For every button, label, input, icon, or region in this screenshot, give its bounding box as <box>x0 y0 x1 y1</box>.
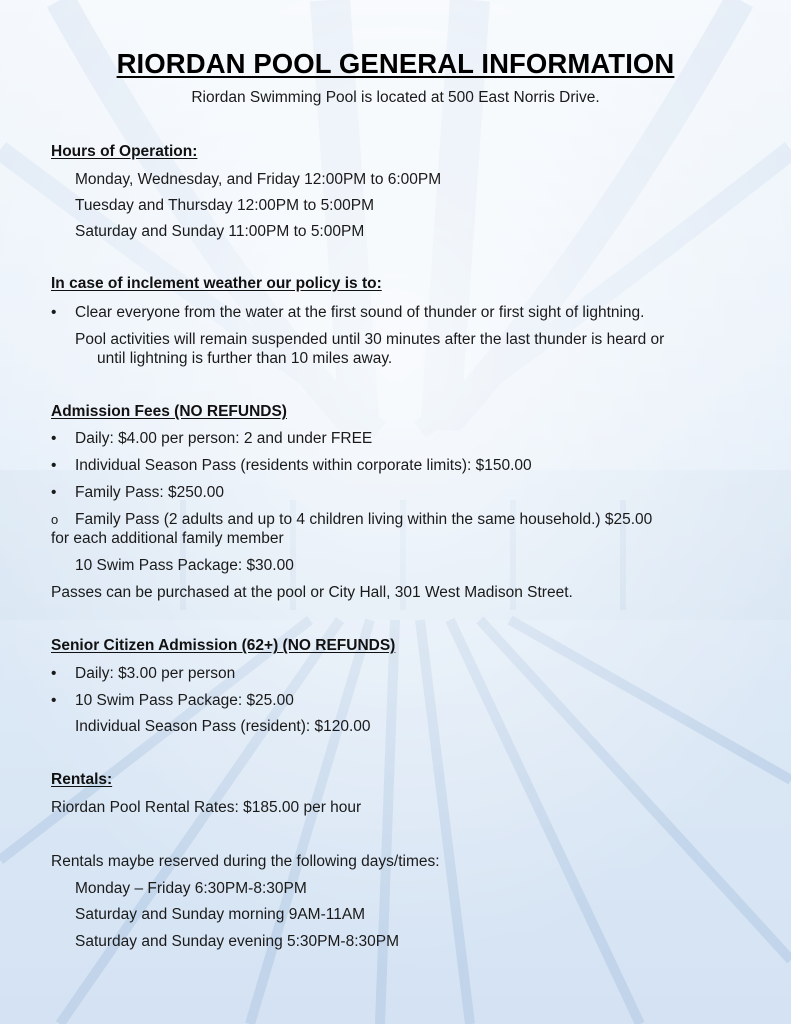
rental-rate: Riordan Pool Rental Rates: $185.00 per hour <box>51 799 362 816</box>
weather-policy-heading: In case of inclement weather our policy is to: <box>51 275 382 292</box>
rentals-heading: Rentals: <box>51 771 113 788</box>
page-title: RIORDAN POOL GENERAL INFORMATION <box>116 48 675 79</box>
sub-bullet-marker: o <box>51 512 59 527</box>
hours-line: Saturday and Sunday 11:00PM to 5:00PM <box>75 223 365 240</box>
weather-policy-item: Clear everyone from the water at the first sound of thunder or first sight of lightning. <box>75 304 645 321</box>
hours-line: Monday, Wednesday, and Friday 12:00PM to 6:00PM <box>75 171 442 188</box>
admission-fees-heading: Admission Fees (NO REFUNDS) <box>51 403 287 420</box>
admission-fee-item: Individual Season Pass (residents within corporate limits): $150.00 <box>75 457 532 474</box>
rental-intro: Rentals maybe reserved during the following days/times: <box>51 853 440 870</box>
hours-line: Tuesday and Thursday 12:00PM to 5:00PM <box>75 197 374 214</box>
rental-time: Monday – Friday 6:30PM-8:30PM <box>75 880 307 897</box>
senior-fee-item: Daily: $3.00 per person <box>75 665 236 682</box>
admission-fee-item: Family Pass: $250.00 <box>75 484 225 501</box>
pool-location: Riordan Swimming Pool is located at 500 East Norris Drive. <box>191 89 600 106</box>
rental-time: Saturday and Sunday evening 5:30PM-8:30PM <box>75 933 399 950</box>
admission-fee-item: Daily: $4.00 per person: 2 and under FREE <box>75 430 373 447</box>
bullet-marker: • <box>51 692 57 709</box>
admission-fee-item: 10 Swim Pass Package: $30.00 <box>75 557 294 574</box>
bullet-marker: • <box>51 484 57 501</box>
admission-fee-item-continued: for each additional family member <box>51 530 284 547</box>
bullet-marker: • <box>51 665 57 682</box>
senior-admission-heading: Senior Citizen Admission (62+) (NO REFUNDS) <box>51 637 396 654</box>
bullet-marker: • <box>51 457 57 474</box>
bullet-marker: • <box>51 304 57 321</box>
admission-fee-item: Family Pass (2 adults and up to 4 children living within the same household.) $25.00 <box>75 511 653 528</box>
rental-time: Saturday and Sunday morning 9AM-11AM <box>75 906 366 923</box>
weather-policy-item-continued: until lightning is further than 10 miles away. <box>97 350 393 367</box>
senior-fee-item: 10 Swim Pass Package: $25.00 <box>75 692 294 709</box>
purchase-note: Passes can be purchased at the pool or City Hall, 301 West Madison Street. <box>51 584 573 601</box>
hours-heading: Hours of Operation: <box>51 143 198 160</box>
senior-fee-item: Individual Season Pass (resident): $120.00 <box>75 718 371 735</box>
bullet-marker: • <box>51 430 57 447</box>
weather-policy-item: Pool activities will remain suspended until 30 minutes after the last thunder is heard or <box>75 331 665 348</box>
